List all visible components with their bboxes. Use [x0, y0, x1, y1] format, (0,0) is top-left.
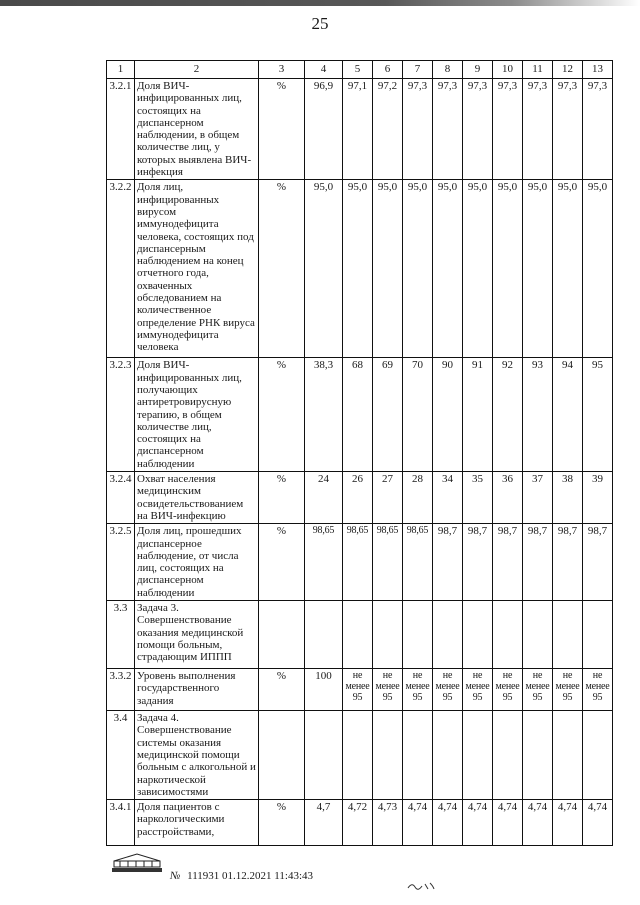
document-registration — [170, 870, 313, 882]
table-row — [107, 669, 613, 711]
value-cell: 96,9 — [305, 79, 343, 180]
indicator-name: Уровень выполнения государственного задания — [135, 669, 259, 711]
value-cell — [493, 711, 523, 800]
value-cell: 98,7 — [493, 524, 523, 601]
value-cell — [553, 601, 583, 669]
value-cell: 38 — [553, 472, 583, 524]
column-number-cell: 3 — [259, 61, 305, 79]
value-cell: 97,3 — [433, 79, 463, 180]
value-cell — [583, 601, 613, 669]
value-cell: 26 — [343, 472, 373, 524]
value-cell: не менее 95 — [583, 669, 613, 711]
value-cell — [343, 711, 373, 800]
value-cell: 97,3 — [493, 79, 523, 180]
value-cell — [493, 601, 523, 669]
table-row — [107, 180, 613, 358]
indicator-name: Доля лиц, прошедших диспансерное наблюдение, от числа лиц, состоящих на диспансерном наблюдении — [135, 524, 259, 601]
unit-cell: % — [259, 800, 305, 846]
value-cell — [583, 711, 613, 800]
value-cell: 35 — [463, 472, 493, 524]
row-code: 3.2.3 — [107, 358, 135, 472]
value-cell: 4,74 — [493, 800, 523, 846]
value-cell: не менее 95 — [403, 669, 433, 711]
value-cell: 4,74 — [403, 800, 433, 846]
row-code: 3.3.2 — [107, 669, 135, 711]
value-cell: 37 — [523, 472, 553, 524]
page-number: 25 — [311, 14, 329, 33]
value-cell: не менее 95 — [493, 669, 523, 711]
value-cell — [553, 711, 583, 800]
value-cell: 4,74 — [523, 800, 553, 846]
column-number-cell: 13 — [583, 61, 613, 79]
table-row — [107, 472, 613, 524]
value-cell: 4,74 — [553, 800, 583, 846]
value-cell — [463, 601, 493, 669]
value-cell: 95,0 — [523, 180, 553, 358]
value-cell: 70 — [403, 358, 433, 472]
value-cell: 98,7 — [433, 524, 463, 601]
value-cell: 24 — [305, 472, 343, 524]
value-cell: 95,0 — [373, 180, 403, 358]
indicator-name: Задача 3. Совершенствование оказания медицинской помощи больным, страдающим ИППП — [135, 601, 259, 669]
table-row — [107, 601, 613, 669]
row-code: 3.2.1 — [107, 79, 135, 180]
indicator-name: Охват населения медицинским освидетельствованием на ВИЧ-инфекцию — [135, 472, 259, 524]
value-cell: 95,0 — [403, 180, 433, 358]
row-code: 3.2.5 — [107, 524, 135, 601]
value-cell: 38,3 — [305, 358, 343, 472]
value-cell: 28 — [403, 472, 433, 524]
value-cell: 97,3 — [523, 79, 553, 180]
row-code: 3.3 — [107, 601, 135, 669]
table-row — [107, 711, 613, 800]
value-cell: 97,3 — [403, 79, 433, 180]
value-cell: 97,2 — [373, 79, 403, 180]
column-number-cell: 8 — [433, 61, 463, 79]
column-number-cell: 5 — [343, 61, 373, 79]
row-code: 3.2.4 — [107, 472, 135, 524]
column-number-cell: 1 — [107, 61, 135, 79]
value-cell — [305, 601, 343, 669]
value-cell: 98,65 — [403, 524, 433, 601]
value-cell — [403, 601, 433, 669]
document-registration-info: 111931 01.12.2021 11:43:43 — [187, 870, 314, 882]
table-header-row — [107, 61, 613, 79]
unit-cell: % — [259, 472, 305, 524]
value-cell: не менее 95 — [343, 669, 373, 711]
value-cell: не менее 95 — [433, 669, 463, 711]
value-cell: 93 — [523, 358, 553, 472]
value-cell: 95,0 — [463, 180, 493, 358]
unit-cell: % — [259, 524, 305, 601]
value-cell: 95 — [583, 358, 613, 472]
value-cell: 95,0 — [433, 180, 463, 358]
indicator-name: Задача 4. Совершенствование системы оказания медицинской помощи больным с алкогольной и наркотической зависимостями — [135, 711, 259, 800]
value-cell: не менее 95 — [373, 669, 403, 711]
value-cell: 98,65 — [343, 524, 373, 601]
indicator-name: Доля лиц, инфицированных вирусом иммунодефицита человека, состоящих под диспансерным наблюдением на конец отчетного года, охваченных обследованием на количественное определение РНК вируса иммунодефицита человека — [135, 180, 259, 358]
value-cell — [433, 711, 463, 800]
unit-cell: % — [259, 669, 305, 711]
column-number-cell: 11 — [523, 61, 553, 79]
value-cell: 91 — [463, 358, 493, 472]
value-cell — [373, 601, 403, 669]
organization-stamp-icon — [108, 852, 166, 874]
value-cell: 98,7 — [523, 524, 553, 601]
indicator-name: Доля пациентов с наркологическими расстройствами, — [135, 800, 259, 846]
value-cell: 34 — [433, 472, 463, 524]
unit-cell — [259, 711, 305, 800]
value-cell: не менее 95 — [553, 669, 583, 711]
value-cell: 90 — [433, 358, 463, 472]
row-code: 3.4.1 — [107, 800, 135, 846]
value-cell: 4,73 — [373, 800, 403, 846]
column-number-cell: 2 — [135, 61, 259, 79]
unit-cell: % — [259, 358, 305, 472]
value-cell: 95,0 — [493, 180, 523, 358]
unit-cell: % — [259, 180, 305, 358]
value-cell: 98,7 — [583, 524, 613, 601]
column-number-cell: 4 — [305, 61, 343, 79]
handwritten-mark-icon — [406, 878, 436, 892]
value-cell: 39 — [583, 472, 613, 524]
value-cell: 4,74 — [463, 800, 493, 846]
value-cell — [343, 601, 373, 669]
unit-cell — [259, 601, 305, 669]
value-cell: 92 — [493, 358, 523, 472]
value-cell: 97,1 — [343, 79, 373, 180]
column-number-cell: 10 — [493, 61, 523, 79]
table-row — [107, 358, 613, 472]
value-cell: 97,3 — [553, 79, 583, 180]
value-cell: 100 — [305, 669, 343, 711]
value-cell: 98,7 — [463, 524, 493, 601]
value-cell: 69 — [373, 358, 403, 472]
number-sign: № — [170, 870, 181, 882]
value-cell: 95,0 — [583, 180, 613, 358]
value-cell: 97,3 — [463, 79, 493, 180]
value-cell: 95,0 — [343, 180, 373, 358]
table-row — [107, 524, 613, 601]
column-number-cell: 12 — [553, 61, 583, 79]
indicator-name: Доля ВИЧ-инфицированных лиц, состоящих на диспансерном наблюдении, в общем количестве лиц, у которых выявлена ВИЧ-инфекция — [135, 79, 259, 180]
value-cell: 94 — [553, 358, 583, 472]
column-number-cell: 6 — [373, 61, 403, 79]
value-cell: 4,74 — [583, 800, 613, 846]
value-cell — [523, 601, 553, 669]
value-cell: 98,65 — [373, 524, 403, 601]
value-cell: 95,0 — [553, 180, 583, 358]
value-cell: не менее 95 — [523, 669, 553, 711]
value-cell: 4,74 — [433, 800, 463, 846]
table-row — [107, 79, 613, 180]
value-cell: 4,72 — [343, 800, 373, 846]
table-row — [107, 800, 613, 846]
value-cell: 98,65 — [305, 524, 343, 601]
row-code: 3.4 — [107, 711, 135, 800]
column-number-cell: 7 — [403, 61, 433, 79]
value-cell — [373, 711, 403, 800]
value-cell: 27 — [373, 472, 403, 524]
value-cell: 97,3 — [583, 79, 613, 180]
value-cell: 95,0 — [305, 180, 343, 358]
unit-cell: % — [259, 79, 305, 180]
value-cell: 98,7 — [553, 524, 583, 601]
value-cell: 4,7 — [305, 800, 343, 846]
column-number-cell: 9 — [463, 61, 493, 79]
scan-top-edge — [0, 0, 640, 6]
value-cell: 36 — [493, 472, 523, 524]
value-cell — [523, 711, 553, 800]
indicator-name: Доля ВИЧ-инфицированных лиц, получающих антиретровирусную терапию, в общем количестве лиц, состоящих на диспансерном наблюдении — [135, 358, 259, 472]
value-cell — [463, 711, 493, 800]
value-cell: 68 — [343, 358, 373, 472]
indicators-table — [106, 60, 613, 846]
value-cell — [305, 711, 343, 800]
value-cell: не менее 95 — [463, 669, 493, 711]
value-cell — [433, 601, 463, 669]
value-cell — [403, 711, 433, 800]
row-code: 3.2.2 — [107, 180, 135, 358]
